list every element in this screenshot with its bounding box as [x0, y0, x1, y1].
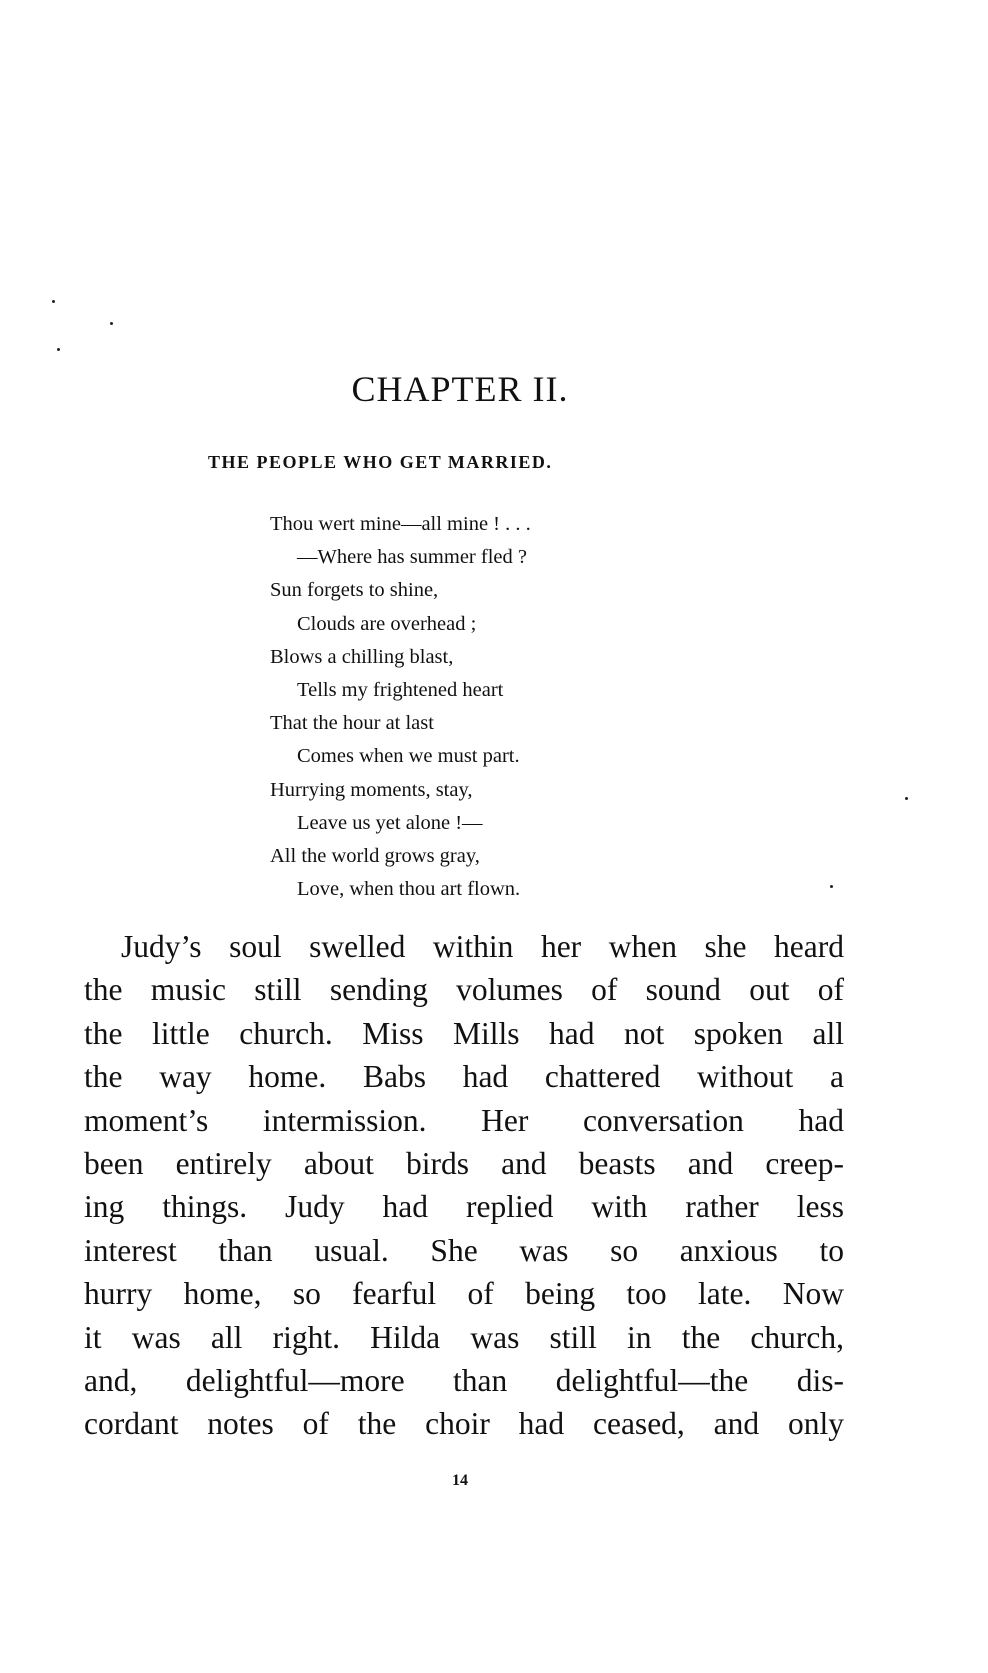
body-line: it was all right. Hilda was still in the church, — [84, 1319, 844, 1355]
chapter-title: CHAPTER II. — [351, 369, 569, 409]
body-line: Judy’s soul swelled within her when she heard — [121, 929, 844, 964]
poem-line: —Where has summer fled ? — [297, 546, 527, 569]
poem-line: Leave us yet alone !— — [297, 811, 483, 834]
scan-speck — [52, 300, 55, 303]
poem-line: Comes when we must part. — [297, 745, 520, 768]
scan-speck — [830, 885, 833, 888]
body-line: the music still sending volumes of sound out of — [84, 972, 844, 1008]
page-number: 14 — [452, 1472, 468, 1489]
poem-line: Sun forgets to shine, — [270, 579, 439, 602]
body-line: ing things. Judy had replied with rather less — [84, 1189, 844, 1225]
poem-line: Love, when thou art flown. — [297, 878, 521, 901]
poem-line: Hurrying moments, stay, — [270, 778, 473, 801]
poem-line: Clouds are overhead ; — [297, 612, 477, 635]
poem-line: That the hour at last — [270, 712, 434, 735]
body-line: the way home. Babs had chattered without a — [84, 1059, 844, 1095]
body-paragraph — [84, 925, 844, 1446]
scan-speck — [905, 797, 908, 800]
poem-line: Blows a chilling blast, — [270, 645, 454, 668]
body-line: interest than usual. She was so anxious to — [84, 1232, 844, 1268]
body-line: cordant notes of the choir had ceased, and only — [84, 1406, 844, 1442]
body-line: and, delightful—more than delightful—the dis- — [84, 1362, 844, 1398]
scan-speck — [110, 322, 113, 325]
body-line: the little church. Miss Mills had not spoken all — [84, 1015, 844, 1051]
body-line: moment’s intermission. Her conversation had — [84, 1102, 844, 1138]
poem-epigraph — [270, 508, 720, 906]
poem-line: All the world grows gray, — [270, 844, 480, 867]
poem-line: Thou wert mine—all mine ! . . . — [270, 513, 531, 535]
chapter-subtitle: THE PEOPLE WHO GET MARRIED. — [208, 452, 553, 472]
body-line: been entirely about birds and beasts and creep- — [84, 1145, 844, 1181]
poem-line: Tells my frightened heart — [297, 678, 504, 701]
body-line: hurry home, so fearful of being too late. Now — [84, 1276, 844, 1312]
scan-speck — [57, 348, 60, 351]
